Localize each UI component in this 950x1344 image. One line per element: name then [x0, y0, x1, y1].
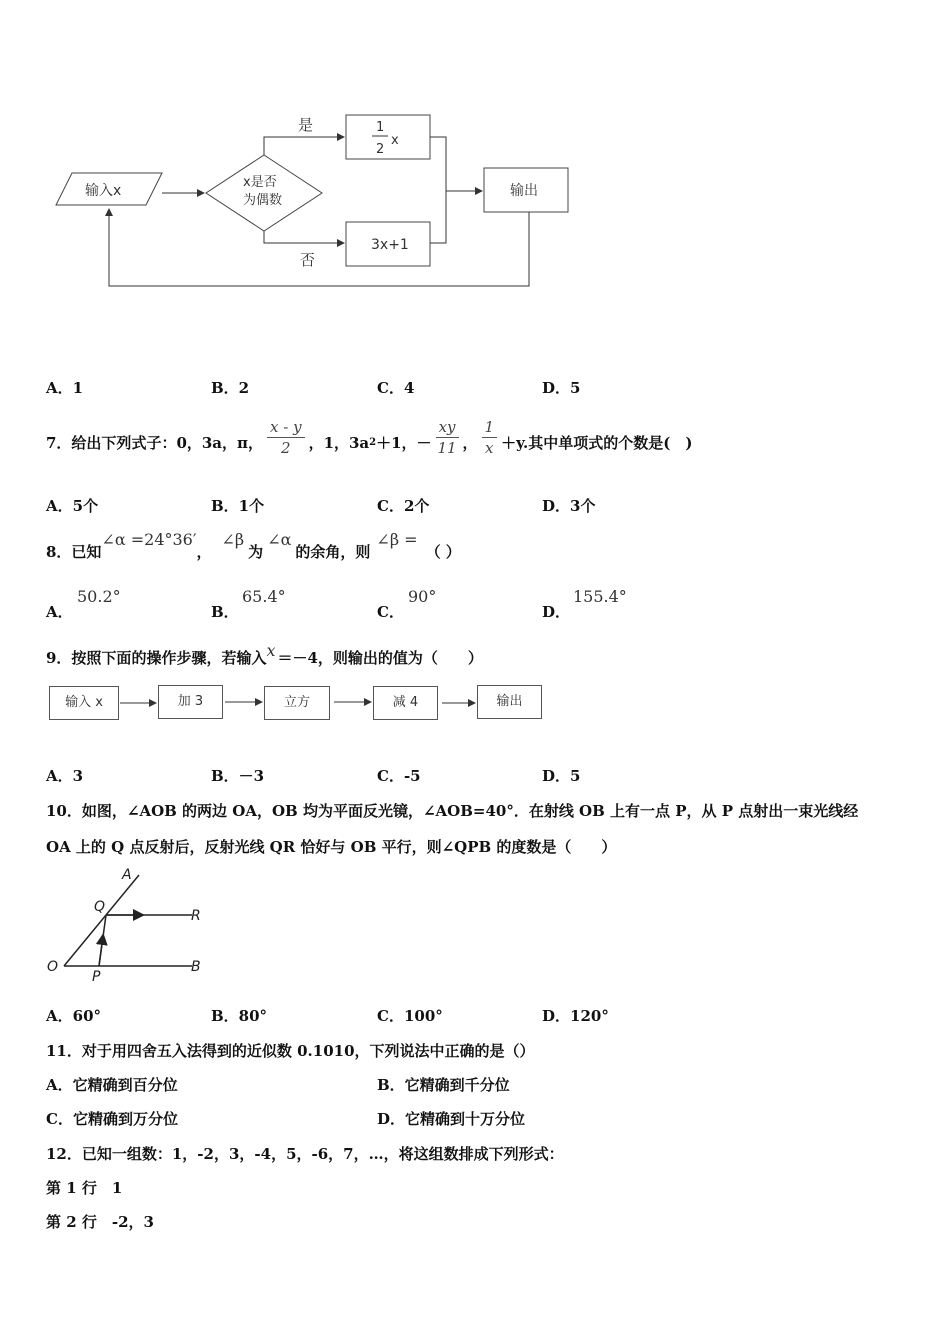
- q8-expr1: ∠α =24°36′: [101, 530, 197, 549]
- q8-option-a-value: 50.2°: [77, 587, 121, 606]
- q9-prefix: 9．按照下面的操作步骤，若输入: [46, 649, 267, 667]
- q7-option-c[interactable]: C．2个: [377, 497, 430, 515]
- yes-box: [346, 115, 430, 159]
- q9-step-input: 输入 x: [49, 686, 119, 720]
- q7-option-d[interactable]: D．3个: [542, 497, 596, 515]
- q9-suffix: ＝－4，则输出的值为（ ）: [277, 649, 483, 667]
- q10-option-d[interactable]: D．120°: [542, 1007, 609, 1025]
- q8-option-c[interactable]: [377, 601, 404, 622]
- label-p: P: [92, 969, 101, 985]
- q7-mid2: ＋1，－: [376, 433, 432, 452]
- q11-option-d[interactable]: D．它精确到十万分位: [377, 1110, 526, 1128]
- q11-option-b[interactable]: B．它精确到千分位: [377, 1076, 510, 1094]
- yes-box-den: 2: [376, 142, 385, 157]
- q12-row2: 第 2 行 -2，3: [46, 1213, 154, 1231]
- q9-step-add3: 加 3: [158, 685, 223, 719]
- q8-prefix: 8．已知: [46, 543, 102, 561]
- q8-option-a-letter: A．: [46, 603, 73, 621]
- label-b: B: [191, 959, 201, 975]
- q8-comma: ，: [196, 543, 212, 561]
- q7-sep: ，: [462, 433, 478, 452]
- q8-option-b[interactable]: [211, 601, 239, 622]
- q7-suffix: ＋y.其中单项式的个数是( ): [501, 433, 693, 452]
- label-r: R: [191, 908, 201, 924]
- yes-box-num: 1: [376, 120, 385, 135]
- flowchart: [50, 105, 590, 300]
- q8-wei: 为: [248, 543, 264, 561]
- pq-arrow: [99, 936, 103, 966]
- q9-var: x: [266, 641, 276, 660]
- q7-prefix: 7．给出下列式子：0，3a，π，: [46, 433, 264, 452]
- q9-option-a[interactable]: A．3: [46, 767, 84, 785]
- q9-option-d[interactable]: D．5: [542, 767, 581, 785]
- q9-arrows: [115, 690, 485, 714]
- q6-option-c[interactable]: C．4: [377, 379, 415, 397]
- q7-frac2: [436, 417, 459, 458]
- q7-frac2-den: 11: [437, 438, 457, 457]
- q8-stem: [46, 530, 461, 562]
- q7-sup: 2: [369, 436, 377, 448]
- q10-option-b[interactable]: B．80°: [211, 1007, 268, 1025]
- label-a: A: [122, 867, 132, 883]
- q7-frac2-num: xy: [436, 417, 459, 438]
- q7-frac1-num: x - y: [267, 417, 305, 438]
- q6-option-b[interactable]: B．2: [211, 379, 250, 397]
- q11-option-c[interactable]: C．它精确到万分位: [46, 1110, 178, 1128]
- q7-frac3-den: x: [485, 438, 494, 457]
- q7-frac1: [267, 417, 305, 458]
- q9-step-sub4: 减 4: [373, 686, 438, 720]
- q9-stem: [46, 641, 483, 668]
- input-label: 输入x: [85, 183, 122, 199]
- yes-label: 是: [298, 116, 314, 134]
- q10-stem-line2: OA 上的 Q 点反射后，反射光线 QR 恰好与 OB 平行，则∠QPB 的度数是（ ）: [46, 838, 617, 856]
- q8-option-d-value: 155.4°: [573, 587, 627, 606]
- q8-option-b-value: 65.4°: [242, 587, 286, 606]
- q8-suffix: （ ）: [425, 543, 461, 561]
- q12-stem: 12．已知一组数：1，-2，3，-4，5，-6，7，…，将这组数排成下列形式：: [46, 1145, 564, 1163]
- q11-stem: 11．对于用四舍五入法得到的近似数 0.1010，下列说法中正确的是（）: [46, 1042, 535, 1060]
- q12-row1: 第 1 行 1: [46, 1179, 123, 1197]
- q8-mid: 的余角，则: [295, 543, 371, 561]
- q8-option-b-letter: B．: [211, 603, 239, 621]
- q7-frac3-num: 1: [482, 417, 498, 438]
- q8-alpha: ∠α: [267, 530, 292, 549]
- q9-step-cube: 立方: [264, 686, 330, 720]
- q7-frac3: [482, 417, 498, 458]
- q8-beta: ∠β: [221, 530, 245, 549]
- q8-option-d[interactable]: [542, 601, 570, 622]
- q8-expr2: ∠β =: [376, 530, 418, 549]
- q8-option-c-letter: C．: [377, 603, 404, 621]
- q7-option-a[interactable]: A．5个: [46, 497, 99, 515]
- q9-option-b[interactable]: B．－3: [211, 767, 265, 785]
- q7-frac1-den: 2: [281, 438, 291, 457]
- no-label: 否: [300, 251, 316, 269]
- no-box-label: 3x+1: [371, 237, 409, 253]
- q8-option-a[interactable]: [46, 601, 73, 622]
- q7-stem: [46, 412, 692, 472]
- q10-option-c[interactable]: C．100°: [377, 1007, 443, 1025]
- label-o: O: [47, 959, 59, 975]
- q6-option-a[interactable]: A．1: [46, 379, 84, 397]
- q8-option-c-value: 90°: [408, 587, 437, 606]
- label-q: Q: [94, 899, 106, 915]
- decision-line1: x是否: [243, 175, 277, 190]
- q10-figure: [44, 865, 214, 985]
- q7-option-b[interactable]: B．1个: [211, 497, 265, 515]
- yes-box-var: x: [391, 133, 399, 148]
- q10-option-a[interactable]: A．60°: [46, 1007, 102, 1025]
- decision-line2: 为偶数: [243, 193, 283, 208]
- q10-stem-line1: 10．如图，∠AOB 的两边 OA，OB 均为平面反光镜，∠AOB=40°．在射线 OB 上有一点 P，从 P 点射出一束光线经: [46, 802, 859, 820]
- q9-step-output: 输出: [477, 685, 542, 719]
- q6-option-d[interactable]: D．5: [542, 379, 581, 397]
- q8-option-d-letter: D．: [542, 603, 571, 621]
- q7-mid: ，1，3a: [308, 433, 370, 452]
- output-label: 输出: [510, 183, 538, 199]
- q9-option-c[interactable]: C．-5: [377, 767, 421, 785]
- q11-option-a[interactable]: A．它精确到百分位: [46, 1076, 178, 1094]
